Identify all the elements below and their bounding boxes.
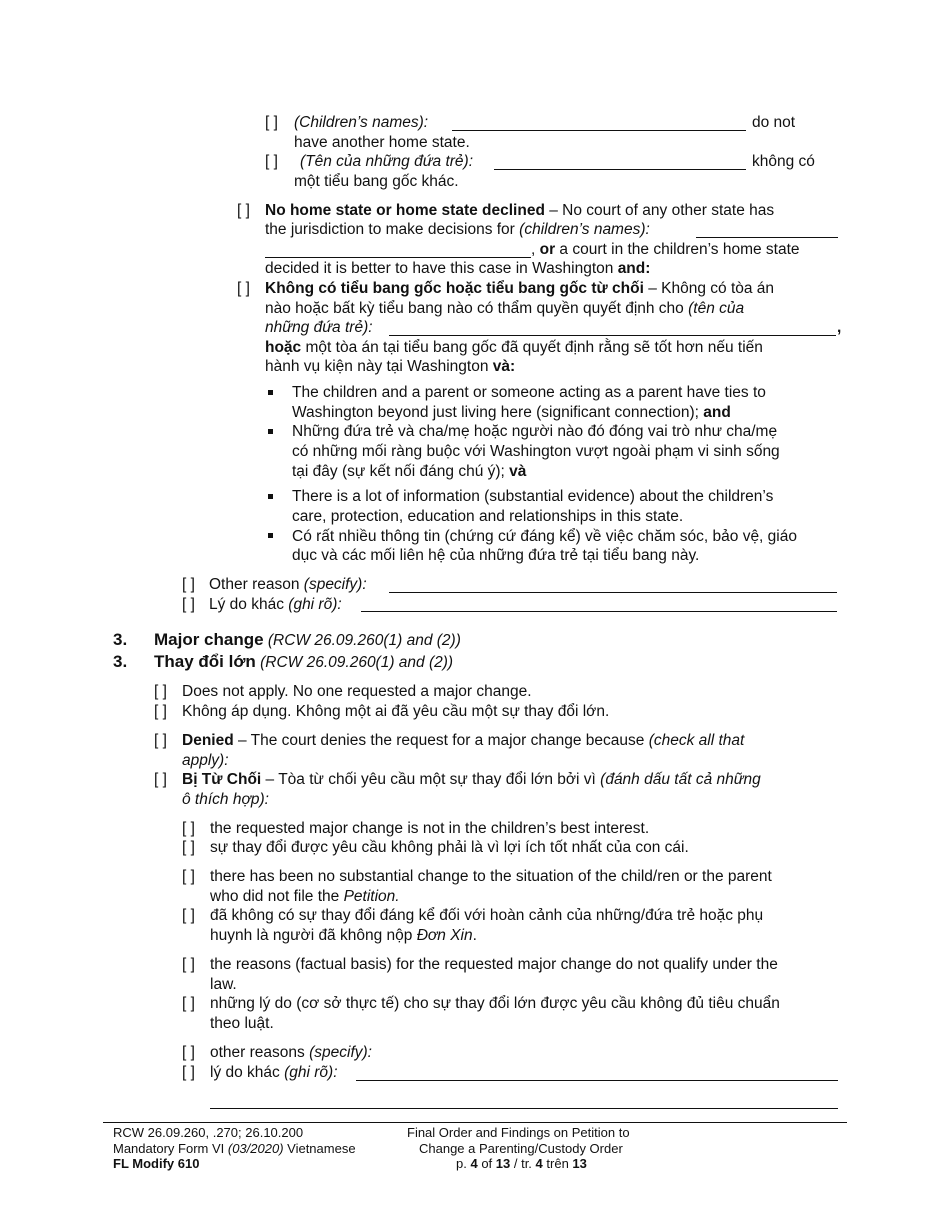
- other-reasons-label-vi: [210, 1063, 338, 1082]
- no-home-state-line3: [531, 240, 800, 259]
- other-reason-label-vi: [209, 595, 342, 614]
- checkbox-no-home-state[interactable]: [ ]: [237, 202, 250, 219]
- no-home-state-line4: [265, 259, 650, 278]
- no-home-state-vi-line1: [265, 279, 774, 298]
- reason-no-change-vi-text: huynh là người đã không nộp: [210, 927, 417, 944]
- no-home-state-children-field[interactable]: [696, 237, 838, 238]
- bullet-1-text: Washington beyond just living here (significant connection);: [292, 404, 704, 421]
- reason-not-qualify-vi-line2: theo luật.: [210, 1015, 274, 1032]
- checkbox-children-no-home-vi[interactable]: [ ]: [265, 153, 278, 170]
- denied-line1: [182, 731, 744, 750]
- bullet-2-text: tại đây (sự kết nối đáng chú ý);: [292, 463, 510, 480]
- reason-best-interest-vi: sự thay đổi được yêu cầu không phải là vì lợi ích tốt nhất của con cái.: [210, 839, 689, 856]
- children-names-after: do not: [752, 114, 796, 131]
- footer-form-lang: Vietnamese: [283, 1141, 356, 1156]
- reason-no-change-vi-line1: đã không có sự thay đổi đáng kể đối với hoàn cảnh của những/đứa trẻ hoặc phụ: [210, 907, 764, 924]
- or-word: or: [539, 241, 556, 258]
- no-home-state-vi-line2: [265, 299, 744, 318]
- footer-rcw: RCW 26.09.260, .270; 26.10.200: [113, 1125, 304, 1140]
- footer-form-text: Mandatory Form VI: [113, 1141, 228, 1156]
- petition-word-vi: Đơn Xin: [416, 927, 473, 944]
- section-3-ref: (RCW 26.09.260(1) and (2)): [263, 632, 461, 649]
- footer-form: [113, 1141, 356, 1156]
- checkbox-other-reason[interactable]: [ ]: [182, 576, 195, 593]
- footer-page: [456, 1156, 587, 1171]
- section-3-title: [154, 630, 461, 650]
- children-names-after-vi: không có: [752, 153, 815, 170]
- children-names-field-vi[interactable]: [494, 169, 746, 170]
- checkbox-does-not-apply[interactable]: [ ]: [154, 683, 167, 700]
- checkbox-other-reasons[interactable]: [ ]: [182, 1044, 195, 1061]
- denied-label: Denied: [182, 732, 234, 749]
- checkbox-reason-best-interest[interactable]: [ ]: [182, 820, 195, 837]
- no-home-state-vi-line5: [265, 357, 515, 376]
- children-names-label: (Children’s names):: [294, 114, 429, 131]
- no-home-state-vi-title: Không có tiểu bang gốc hoặc tiểu bang gốc từ chối: [265, 280, 644, 297]
- children-names-line2-vi: một tiểu bang gốc khác.: [294, 173, 459, 190]
- no-home-state-vi-text2: nào hoặc bất kỳ tiểu bang nào có thẩm quyền quyết định cho: [265, 300, 689, 317]
- or-word-vi: hoặc: [265, 339, 302, 356]
- other-reasons-field[interactable]: [356, 1080, 838, 1081]
- bullet-icon: [268, 494, 273, 499]
- bullet-1-line2: [292, 403, 731, 422]
- reason-not-qualify-line1: the reasons (factual basis) for the requested major change do not qualify under the: [210, 956, 778, 973]
- bullet-3-line2: care, protection, education and relationships in this state.: [292, 508, 684, 525]
- reason-no-change-text: who did not file the: [210, 888, 344, 905]
- no-home-state-vi-text4: một tòa án tại tiểu bang gốc đã quyết định rằng sẽ tốt hơn nếu tiến: [301, 339, 763, 356]
- no-home-state-vi-comma: ,: [837, 319, 842, 336]
- bullet-icon: [268, 429, 273, 434]
- other-reasons-text: other reasons: [210, 1044, 310, 1061]
- page-total-vi: 13: [572, 1156, 587, 1171]
- other-reasons-specify-vi: (ghi rõ):: [284, 1064, 338, 1081]
- checkbox-denied[interactable]: [ ]: [154, 732, 167, 749]
- and-word: and:: [617, 260, 651, 277]
- denied-text: – The court denies the request for a major change because: [233, 732, 649, 749]
- no-home-state-label: (children’s names):: [519, 221, 650, 238]
- bullet-3-line1: There is a lot of information (substantial evidence) about the children’s: [292, 488, 774, 505]
- page-vi: / tr.: [510, 1156, 536, 1171]
- bullet-2-line2: có những mối ràng buộc với Washington vượt ngoài phạm vi sinh sống: [292, 443, 780, 460]
- no-home-state-vi-text5: hành vụ kiện này tại Washington: [265, 358, 493, 375]
- other-reason-field-vi[interactable]: [361, 611, 837, 612]
- section-3-title-text: Major change: [154, 630, 264, 649]
- other-reasons-field-2[interactable]: [210, 1108, 838, 1109]
- section-3-number: 3.: [113, 630, 128, 649]
- bullet-4-line2: dục và các mối liên hệ của những đứa trẻ tại tiểu bang này.: [292, 547, 700, 564]
- no-home-state-vi-line4: [265, 338, 763, 357]
- petition-word: Petition.: [343, 888, 400, 905]
- other-reason-specify-vi: (ghi rõ):: [288, 596, 342, 613]
- no-home-state-children-field-2[interactable]: [265, 257, 531, 258]
- bullet-1-and: and: [703, 404, 731, 421]
- no-home-state-line2: [265, 220, 650, 239]
- section-3-title-text-vi: Thay đổi lớn: [154, 652, 256, 671]
- no-home-state-vi-line3: những đứa trẻ):: [265, 319, 373, 336]
- no-home-state-title: No home state or home state declined: [265, 202, 545, 219]
- no-home-state-vi-label: (tên của: [688, 300, 745, 317]
- children-names-field[interactable]: [452, 130, 746, 131]
- bullet-2-line3: [292, 462, 526, 481]
- page-number: 4: [470, 1156, 478, 1171]
- checkbox-reason-no-change[interactable]: [ ]: [182, 868, 195, 885]
- no-home-state-vi-children-field[interactable]: [389, 335, 836, 336]
- footer-divider: [103, 1122, 847, 1123]
- children-names-label-vi: (Tên của những đứa trẻ):: [300, 153, 474, 170]
- bullet-2-line1: Những đứa trẻ và cha/mẹ hoặc người nào đó đóng vai trò như cha/mẹ: [292, 423, 778, 440]
- no-home-state-text2: the jurisdiction to make decisions for: [265, 221, 520, 238]
- section-3-ref-vi: (RCW 26.09.260(1) and (2)): [255, 654, 454, 671]
- other-reason-label: [209, 575, 367, 594]
- checkbox-other-reason-vi[interactable]: [ ]: [182, 596, 195, 613]
- footer-title-2: Change a Parenting/Custody Order: [419, 1141, 623, 1156]
- and-word-vi: và:: [492, 358, 516, 375]
- bullet-4-line1: Có rất nhiều thông tin (chứng cứ đáng kể) về việc chăm sóc, bảo vệ, giáo: [292, 528, 797, 545]
- page-of: of: [477, 1156, 496, 1171]
- reason-no-change-vi-line2: [210, 926, 477, 945]
- other-reason-text: Other reason: [209, 576, 304, 593]
- checkbox-children-no-home[interactable]: [ ]: [265, 114, 278, 131]
- section-3-number-vi: 3.: [113, 652, 128, 671]
- no-home-state-text4: decided it is better to have this case in Washington: [265, 260, 618, 277]
- page-total: 13: [495, 1156, 511, 1171]
- reason-no-change-line1: there has been no substantial change to the situation of the child/ren or the parent: [210, 868, 772, 885]
- other-reason-specify: (specify):: [303, 576, 367, 593]
- denied-instruction-vi: (đánh dấu tất cả những: [600, 771, 761, 788]
- denied-vi-line1: [182, 770, 761, 789]
- section-3-title-vi: [154, 652, 453, 672]
- reason-not-qualify-line2: law.: [210, 976, 237, 993]
- checkbox-no-home-state-vi[interactable]: [ ]: [237, 280, 250, 297]
- checkbox-other-reasons-vi[interactable]: [ ]: [182, 1064, 195, 1081]
- checkbox-denied-vi[interactable]: [ ]: [154, 771, 167, 788]
- checkbox-reason-not-qualify[interactable]: [ ]: [182, 956, 195, 973]
- checkbox-reason-not-qualify-vi[interactable]: [ ]: [182, 995, 195, 1012]
- footer-title-1: Final Order and Findings on Petition to: [407, 1125, 630, 1140]
- bullet-2-and: và: [509, 463, 527, 480]
- footer-form-date: (03/2020): [227, 1141, 284, 1156]
- denied-label-vi: Bị Từ Chối: [182, 771, 262, 788]
- bullet-1-line1: The children and a parent or someone acting as a parent have ties to: [292, 384, 766, 401]
- footer-form-id: FL Modify 610: [113, 1156, 200, 1171]
- bullet-icon: [268, 533, 273, 538]
- other-reason-field[interactable]: [389, 592, 837, 593]
- period: .: [472, 927, 477, 944]
- does-not-apply-text: Does not apply. No one requested a major change.: [182, 683, 532, 700]
- denied-vi-line2: ô thích hợp):: [182, 791, 269, 808]
- other-reasons-label: [210, 1043, 372, 1062]
- comma: ,: [531, 241, 540, 258]
- page-p: p.: [456, 1156, 471, 1171]
- no-home-state-line1: [265, 201, 774, 220]
- checkbox-reason-best-interest-vi[interactable]: [ ]: [182, 839, 195, 856]
- denied-text-vi: – Tòa từ chối yêu cầu một sự thay đổi lớn bởi vì: [261, 771, 601, 788]
- other-reason-text-vi: Lý do khác: [209, 596, 289, 613]
- does-not-apply-text-vi: Không áp dụng. Không một ai đã yêu cầu một sự thay đổi lớn.: [182, 703, 610, 720]
- reason-best-interest: the requested major change is not in the children’s best interest.: [210, 820, 650, 837]
- page-number-vi: 4: [535, 1156, 543, 1171]
- children-names-line2: have another home state.: [294, 134, 470, 151]
- denied-line2: apply):: [182, 752, 229, 769]
- checkbox-reason-no-change-vi[interactable]: [ ]: [182, 907, 195, 924]
- no-home-state-vi-text: – Không có tòa án: [643, 280, 775, 297]
- denied-instruction: (check all that: [648, 732, 745, 749]
- reason-not-qualify-vi-line1: những lý do (cơ sở thực tế) cho sự thay đổi lớn được yêu cầu không đủ tiêu chuẩn: [210, 995, 780, 1012]
- other-reasons-specify: (specify):: [309, 1044, 372, 1061]
- no-home-state-text: – No court of any other state has: [544, 202, 775, 219]
- reason-no-change-line2: [210, 887, 400, 906]
- bullet-icon: [268, 390, 273, 395]
- other-reasons-text-vi: lý do khác: [210, 1064, 285, 1081]
- checkbox-does-not-apply-vi[interactable]: [ ]: [154, 703, 167, 720]
- page-tren: trên: [542, 1156, 573, 1171]
- no-home-state-text3: a court in the children’s home state: [555, 241, 800, 258]
